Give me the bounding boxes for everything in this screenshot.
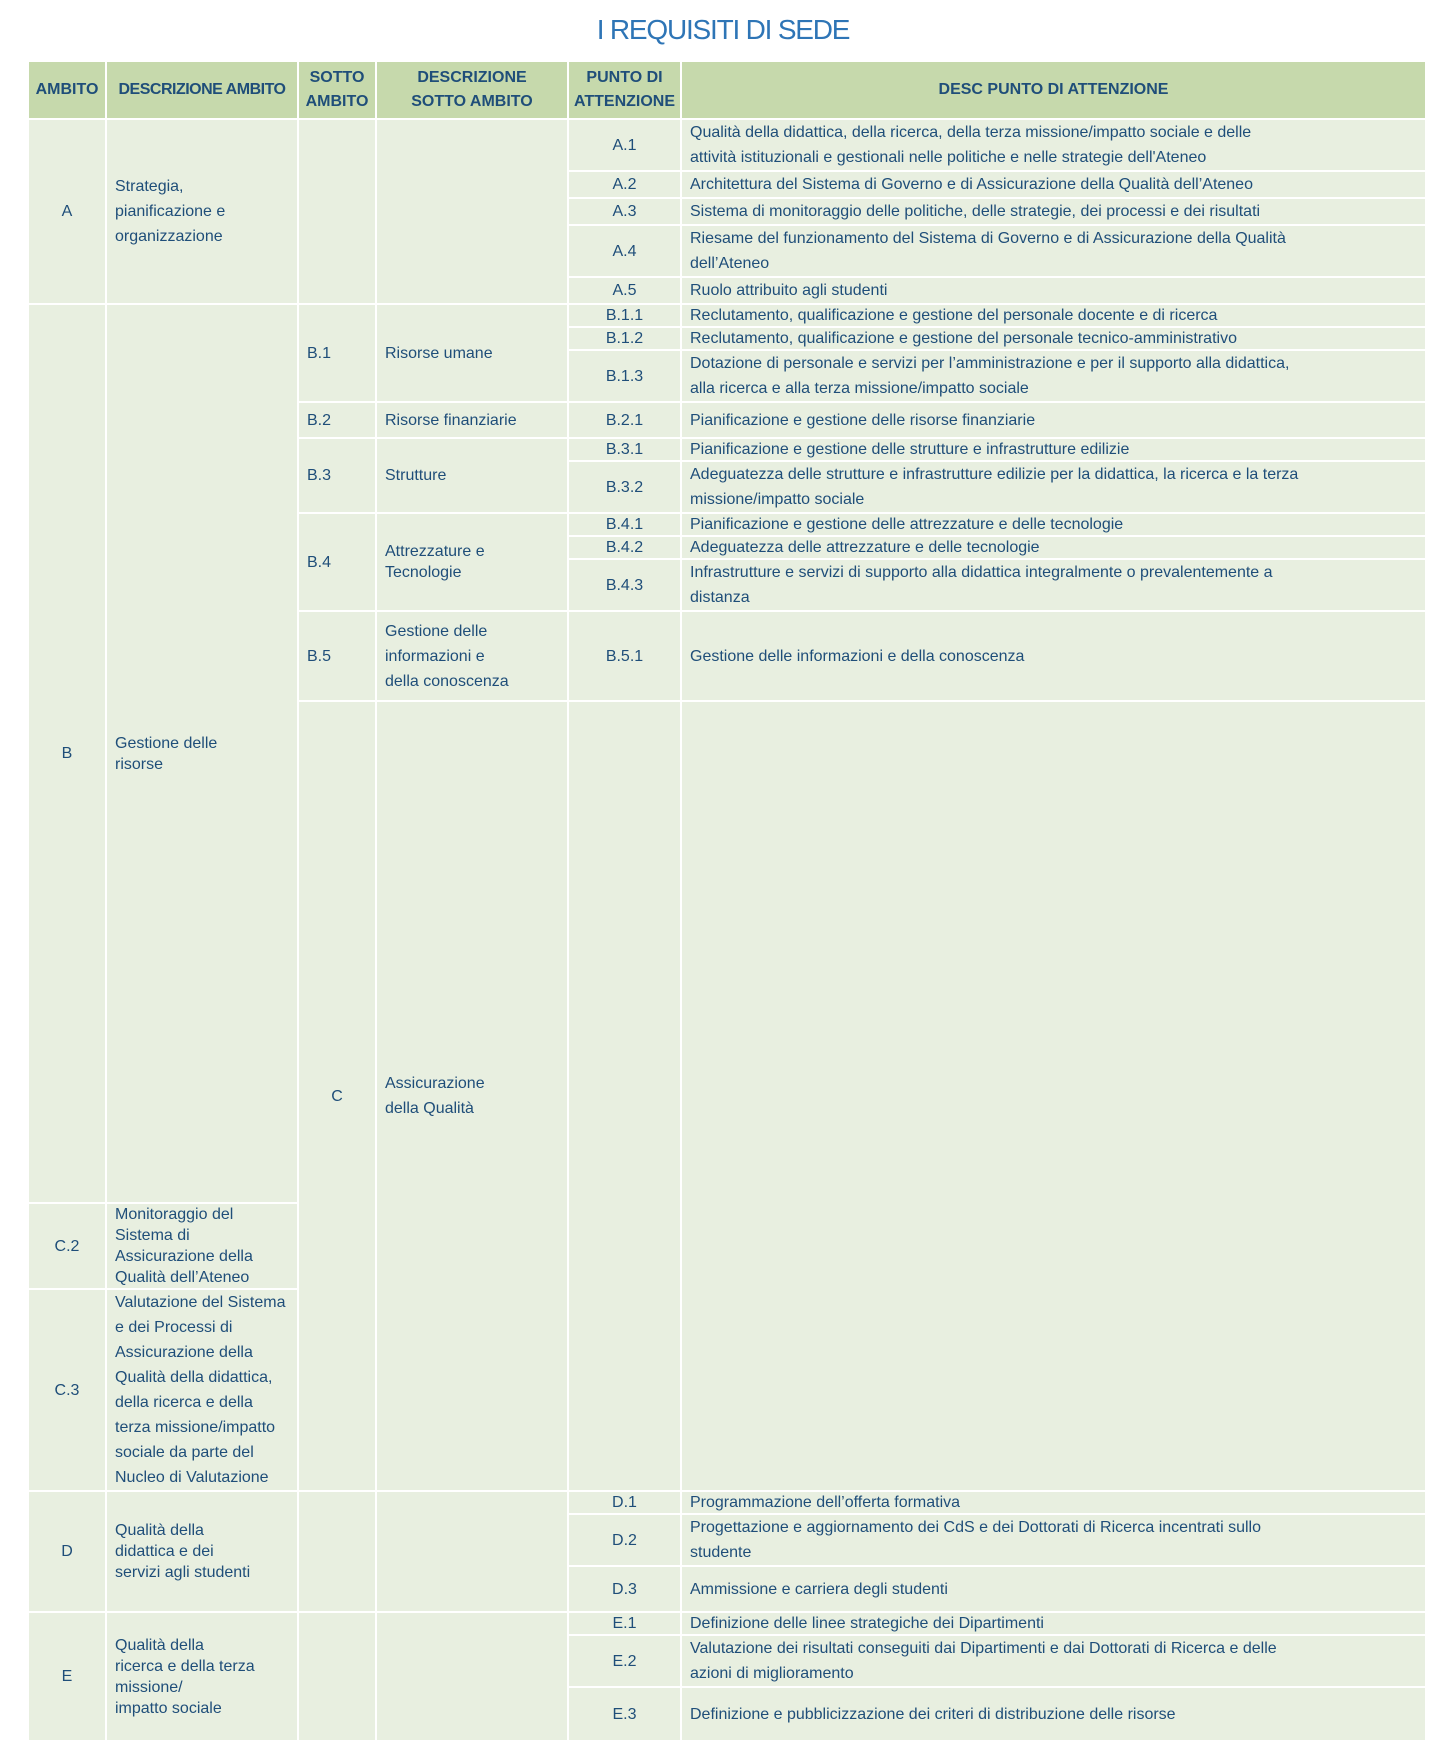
ambito-code: B bbox=[28, 304, 106, 1203]
punto-description: Progettazione e aggiornamento dei CdS e dei Dottorati di Ricerca incentrati sullo studente bbox=[681, 1514, 1426, 1566]
sotto-ambito-description: Risorse finanziarie bbox=[376, 402, 568, 438]
punto-code: D.2 bbox=[568, 1514, 681, 1566]
header-descrizione-sotto-ambito: DESCRIZIONE SOTTO AMBITO bbox=[376, 61, 568, 119]
punto-code: D.3 bbox=[568, 1566, 681, 1612]
ambito-description: Strategia, pianificazione e organizzazione bbox=[106, 119, 298, 304]
sotto-ambito-code: B.4 bbox=[298, 513, 376, 611]
punto-description: Dotazione di personale e servizi per l’amministrazione e per il supporto alla didattica, alla ricerca e alla terza missione/impatto sociale bbox=[681, 350, 1426, 402]
punto-description: Definizione delle linee strategiche dei Dipartimenti bbox=[681, 1612, 1426, 1635]
punto-description: Definizione e pubblicizzazione dei criteri di distribuzione delle risorse bbox=[681, 1687, 1426, 1741]
sotto-ambito-code bbox=[298, 1491, 376, 1612]
sotto-ambito-code bbox=[298, 119, 376, 304]
punto-description: Reclutamento, qualificazione e gestione del personale docente e di ricerca bbox=[681, 304, 1426, 327]
sotto-ambito-code bbox=[298, 1612, 376, 1741]
punto-code: A.5 bbox=[568, 277, 681, 304]
sotto-ambito-code: B.2 bbox=[298, 402, 376, 438]
header-desc-punto-di-attenzione: DESC PUNTO DI ATTENZIONE bbox=[681, 61, 1426, 119]
punto-description: Infrastrutture e servizi di supporto alla didattica integralmente o prevalentemente a distanza bbox=[681, 559, 1426, 611]
ambito-code: E bbox=[28, 1612, 106, 1741]
sotto-ambito-description: Strutture bbox=[376, 438, 568, 513]
header-row bbox=[28, 61, 1426, 119]
sotto-ambito-description: Risorse umane bbox=[376, 304, 568, 402]
punto-code: A.2 bbox=[568, 171, 681, 198]
ambito-description: Qualità della ricerca e della terza missione/ impatto sociale bbox=[106, 1612, 298, 1741]
punto-code: A.3 bbox=[568, 198, 681, 225]
sotto-ambito-description bbox=[681, 701, 1426, 1491]
punto-code: E.2 bbox=[568, 1635, 681, 1687]
punto-description: Pianificazione e gestione delle attrezzature e delle tecnologie bbox=[681, 513, 1426, 536]
punto-code: C.3 bbox=[28, 1289, 106, 1491]
header-ambito: AMBITO bbox=[28, 61, 106, 119]
punto-description: Valutazione dei risultati conseguiti dai Dipartimenti e dai Dottorati di Ricerca e delle azioni di miglioramento bbox=[681, 1635, 1426, 1687]
punto-code: B.3.2 bbox=[568, 461, 681, 513]
punto-description: Gestione delle informazioni e della conoscenza bbox=[681, 611, 1426, 701]
header-punto-di-attenzione: PUNTO DI ATTENZIONE bbox=[568, 61, 681, 119]
punto-description: Ruolo attribuito agli studenti bbox=[681, 277, 1426, 304]
punto-description: Architettura del Sistema di Governo e di Assicurazione della Qualità dell’Ateneo bbox=[681, 171, 1426, 198]
sotto-ambito-code: B.3 bbox=[298, 438, 376, 513]
punto-description: Riesame del funzionamento del Sistema di Governo e di Assicurazione della Qualità dell’Ateneo bbox=[681, 225, 1426, 277]
punto-code: A.1 bbox=[568, 119, 681, 171]
punto-description: Qualità della didattica, della ricerca, della terza missione/impatto sociale e delle attività istituzionali e gestionali nelle politiche e nelle strategie dell'Ateneo bbox=[681, 119, 1426, 171]
ambito-code: A bbox=[28, 119, 106, 304]
sotto-ambito-description bbox=[376, 1612, 568, 1741]
sotto-ambito-code bbox=[568, 701, 681, 1491]
punto-code: B.1.1 bbox=[568, 304, 681, 327]
punto-code: B.4.2 bbox=[568, 536, 681, 559]
table-row bbox=[28, 1491, 1426, 1514]
punto-code: B.3.1 bbox=[568, 438, 681, 461]
punto-description: Pianificazione e gestione delle risorse finanziarie bbox=[681, 402, 1426, 438]
punto-description: Monitoraggio del Sistema di Assicurazione della Qualità dell’Ateneo bbox=[106, 1203, 298, 1289]
header-sotto-ambito: SOTTO AMBITO bbox=[298, 61, 376, 119]
punto-description: Sistema di monitoraggio delle politiche, delle strategie, dei processi e dei risultati bbox=[681, 198, 1426, 225]
punto-code: C.2 bbox=[28, 1203, 106, 1289]
punto-code: B.5.1 bbox=[568, 611, 681, 701]
punto-code: B.2.1 bbox=[568, 402, 681, 438]
sotto-ambito-code: B.5 bbox=[298, 611, 376, 701]
punto-code: B.1.2 bbox=[568, 327, 681, 350]
punto-code: B.1.3 bbox=[568, 350, 681, 402]
table-row bbox=[28, 1612, 1426, 1635]
punto-description: Reclutamento, qualificazione e gestione del personale tecnico-amministrativo bbox=[681, 327, 1426, 350]
punto-description: Adeguatezza delle strutture e infrastrutture edilizie per la didattica, la ricerca e la terza missione/impatto sociale bbox=[681, 461, 1426, 513]
sotto-ambito-description: Gestione delle informazioni e della conoscenza bbox=[376, 611, 568, 701]
punto-description: Ammissione e carriera degli studenti bbox=[681, 1566, 1426, 1612]
punto-description: Valutazione del Sistema e dei Processi di Assicurazione della Qualità della didattica, della ricerca e della terza missione/impatto sociale da parte del Nucleo di Valutazione bbox=[106, 1289, 298, 1491]
ambito-description: Assicurazione della Qualità bbox=[376, 701, 568, 1491]
punto-description: Adeguatezza delle attrezzature e delle tecnologie bbox=[681, 536, 1426, 559]
header-descrizione-ambito: DESCRIZIONE AMBITO bbox=[106, 61, 298, 119]
sotto-ambito-description: Attrezzature e Tecnologie bbox=[376, 513, 568, 611]
punto-description: Pianificazione e gestione delle strutture e infrastrutture edilizie bbox=[681, 438, 1426, 461]
table-row bbox=[28, 119, 1426, 171]
requisiti-table bbox=[27, 60, 1427, 1742]
punto-code: B.4.3 bbox=[568, 559, 681, 611]
punto-code: E.3 bbox=[568, 1687, 681, 1741]
punto-code: A.4 bbox=[568, 225, 681, 277]
ambito-code: D bbox=[28, 1491, 106, 1612]
sotto-ambito-code: B.1 bbox=[298, 304, 376, 402]
punto-code: E.1 bbox=[568, 1612, 681, 1635]
punto-code: B.4.1 bbox=[568, 513, 681, 536]
sotto-ambito-description bbox=[376, 119, 568, 304]
ambito-description: Qualità della didattica e dei servizi agli studenti bbox=[106, 1491, 298, 1612]
page-title: I REQUISITI DI SEDE bbox=[596, 14, 850, 45]
table-row bbox=[28, 304, 1426, 327]
punto-code: D.1 bbox=[568, 1491, 681, 1514]
ambito-code: C bbox=[298, 701, 376, 1491]
sotto-ambito-description bbox=[376, 1491, 568, 1612]
ambito-description: Gestione delle risorse bbox=[106, 304, 298, 1203]
punto-description: Programmazione dell’offerta formativa bbox=[681, 1491, 1426, 1514]
